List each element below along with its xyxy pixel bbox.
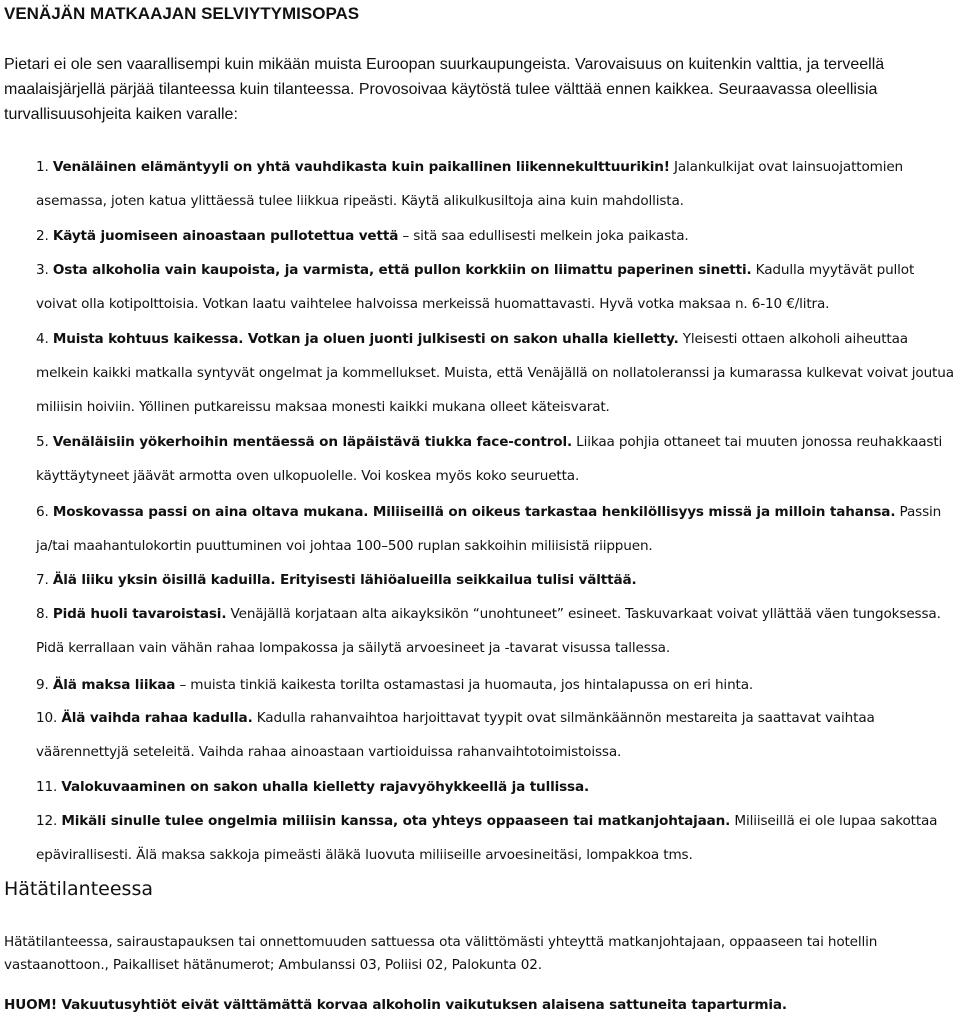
item-text: Passin ja/tai maahantulokortin puuttuminen voi johtaa 100–500 ruplan sakkoihin miliisistä riippuen. [36,504,942,554]
insurance-warning: HUOM! Vakuutusyhtiöt eivät välttämättä korvaa alkoholin vaikutuksen alaisena sattuneita taparturmia. [4,997,787,1013]
list-item [36,701,956,769]
item-bold-text: Venäläinen elämäntyyli on yhtä vauhdikasta kuin paikallinen liikennekulttuurikin! [52,159,670,175]
item-number: 12. [36,813,58,829]
item-text: Kadulla myytävät pullot voivat olla kotipolttoisia. Votkan laatu vaihtelee halvoissa merkeissä huomattavasti. Hyvä votka maksaa n. 6-10 €/litra. [36,262,915,312]
item-bold-text: Moskovassa passi on aina oltava mukana. Miliiseillä on oikeus tarkastaa henkilöllisyys missä ja milloin tahansa. [52,504,896,520]
emergency-paragraph: Hätätilanteessa, sairaustapauksen tai onnettomuuden sattuessa ota välittömästi yhteyttä matkanjohtajaan, oppaaseen tai hotellin vastaanottoon., Paikalliset hätänumerot; Ambulanssi 03, Poliisi 02, Palokunta 02. [4,934,878,973]
item-text: Liikaa pohjia ottaneet tai muuten jonossa reuhakkaasti käyttäytyneet jäävät armotta oven ulkopuolelle. Voi koskea myös koko seuruetta. [36,434,943,484]
item-bold-text: Pidä huoli tavaroistasi. [52,606,227,622]
list-item [36,804,956,872]
item-number: 1. [36,159,49,175]
item-bold-text: Mikäli sinulle tulee ongelmia miliisin kanssa, ota yhteys oppaaseen tai matkanjohtajaan. [61,813,731,829]
intro-paragraph: Pietari ei ole sen vaarallisempi kuin mikään muista Euroopan suurkaupungeista. Varovaisuus on kuitenkin valttia, ja terveellä maalaisjärjellä pärjää tilanteessa kuin tilanteessa. Provosoivaa käytöstä tulee välttää ennen kaikkea. Seuraavassa oleellisia turvallisuusohjeita kaiken varalle: [4,56,885,123]
list-item [36,219,956,253]
item-text: – muista tinkiä kaikesta torilta ostamastasi ja huomauta, jos hintalapussa on eri hinta. [175,677,754,693]
item-text: Yleisesti ottaen alkoholi aiheuttaa melkein kaikki matkalla syntyvät ongelmat ja kommellukset. Muista, että Venäjällä on nollatoleranssi ja kumarassa kulkevat voivat joutua miliisin hoiviin. Yöllinen putkareissu maksaa monesti kaikki mukana olleet käteisvarat. [36,331,954,415]
item-bold-text: Älä vaihda rahaa kadulla. [61,710,253,726]
item-text: Kadulla rahanvaihtoa harjoittavat tyypit ovat silmänkäännön mestareita ja saattavat vaihtaa väärennettyjä seteleitä. Vaihda rahaa ainoastaan vartioiduissa rahanvaihtotoimistoissa. [36,710,875,760]
list-item [36,495,956,563]
item-number: 8. [36,606,49,622]
item-text: Jalankulkijat ovat lainsuojattomien asemassa, joten katua ylittäessä tulee liikkua ripeästi. Käytä alikulkusiltoja aina kuin mahdollista. [36,159,904,209]
list-item [36,597,956,665]
list-item [36,253,956,321]
item-bold-text: Muista kohtuus kaikessa. Votkan ja oluen juonti julkisesti on sakon uhalla kielletty. [52,331,679,347]
item-number: 9. [36,677,49,693]
item-bold-text: Venäläisiin yökerhoihin mentäessä on läpäistävä tiukka face-control. [52,434,573,450]
document-title: VENÄJÄN MATKAAJAN SELVIYTYMISOPAS [4,4,360,23]
item-number: 7. [36,572,49,588]
list-item [36,668,956,702]
item-bold-text: Valokuvaaminen on sakon uhalla kielletty rajavyöhykkeellä ja tullissa. [61,779,590,795]
item-number: 2. [36,228,49,244]
list-item [36,150,956,218]
item-number: 11. [36,779,58,795]
emergency-heading: Hätätilanteessa [4,878,153,900]
item-text: Miliiseillä ei ole lupaa sakottaa epävirallisesti. Älä maksa sakkoja pimeästi äläkä luovuta miliiseille arvoesineitäsi, lompakkoa tms. [36,813,938,863]
item-bold-text: Osta alkoholia vain kaupoista, ja varmista, että pullon korkkiin on liimattu paperinen sinetti. [52,262,752,278]
list-item [36,563,956,597]
list-item [36,322,956,424]
item-text: – sitä saa edullisesti melkein joka paikasta. [398,228,689,244]
item-number: 5. [36,434,49,450]
item-number: 3. [36,262,49,278]
list-item [36,770,956,804]
item-number: 10. [36,710,58,726]
item-bold-text: Käytä juomiseen ainoastaan pullotettua vettä [52,228,399,244]
item-bold-text: Älä maksa liikaa [52,677,176,693]
item-number: 6. [36,504,49,520]
item-bold-text: Älä liiku yksin öisillä kaduilla. Erityisesti lähiöalueilla seikkailua tulisi välttää. [52,572,637,588]
item-text: Venäjällä korjataan alta aikayksikön “unohtuneet” esineet. Taskuvarkaat voivat yllättää väen tungoksessa. Pidä kerrallaan vain vähän rahaa lompakossa ja säilytä arvoesineet ja -tavarat visussa tallessa. [36,606,941,656]
list-item [36,425,956,493]
item-number: 4. [36,331,49,347]
